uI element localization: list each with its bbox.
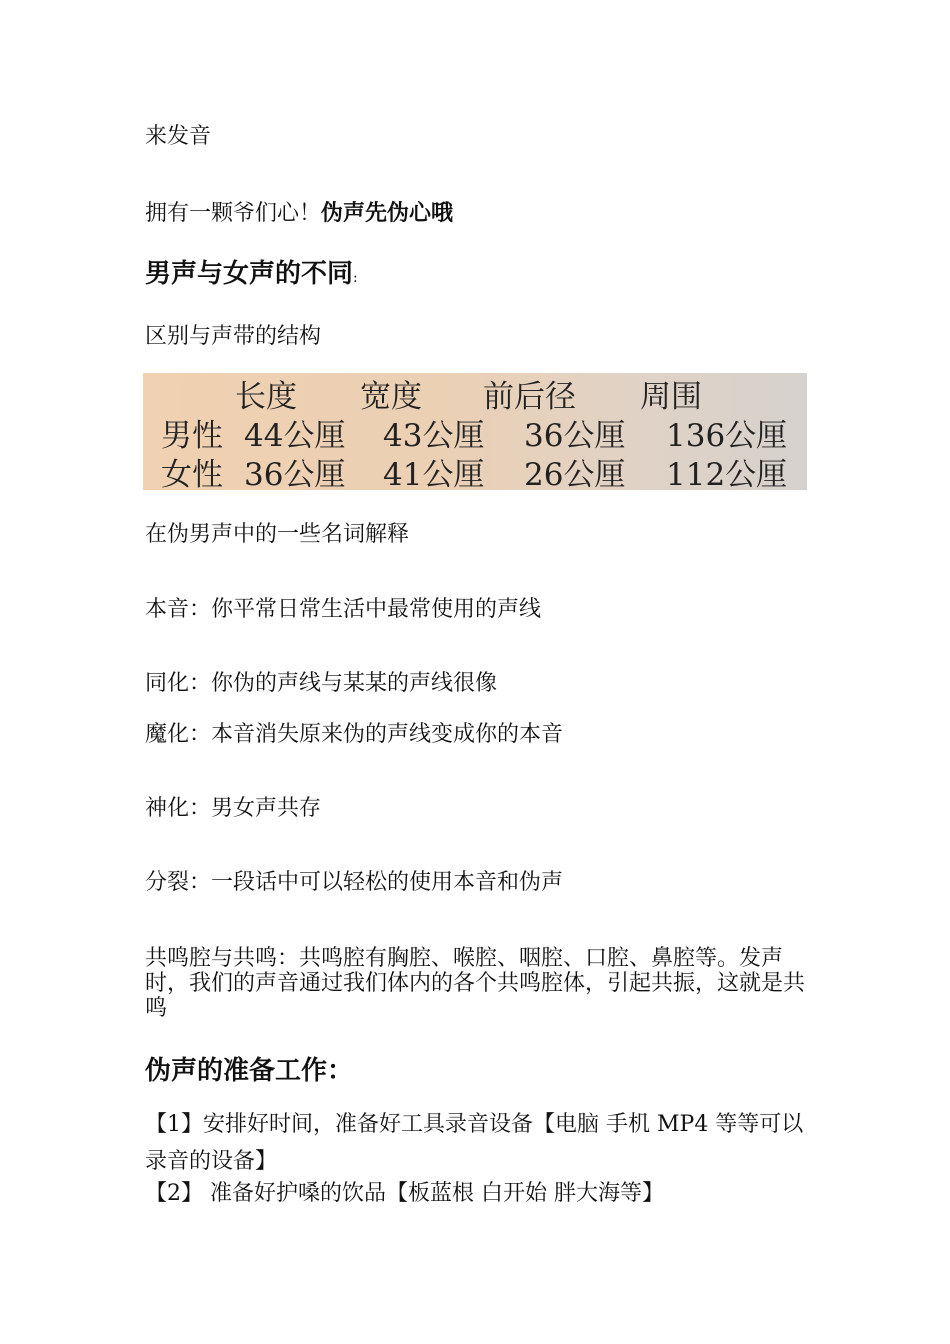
text-line: 神化：男女声共存	[145, 796, 322, 821]
table-header: 长度	[235, 379, 297, 415]
text-line	[145, 200, 453, 227]
heading-text: 男声与女声的不同	[145, 259, 354, 289]
text-line: 同化：你伪的声线与某某的声线很像	[145, 671, 498, 696]
section-heading: 伪声的准备工作：	[145, 1056, 354, 1086]
section-heading	[145, 258, 358, 294]
table-cell: 36公厘	[244, 457, 346, 493]
paragraph: 共鸣腔与共鸣：共鸣腔有胸腔、喉腔、咽腔、口腔、鼻腔等。发声时，我们的声音通过我们体内的各个共鸣腔体，引起共振，这就是共鸣	[145, 946, 806, 1021]
table-row-label: 男性	[161, 418, 223, 454]
vocal-cord-table-image	[143, 373, 807, 493]
text-line: 分裂：一段话中可以轻松的使用本音和伪声	[145, 870, 564, 895]
table-header: 宽度	[360, 379, 422, 415]
table-header: 前后径	[483, 379, 576, 415]
table-cell: 44公厘	[244, 418, 346, 454]
table-cell: 41公厘	[383, 457, 485, 493]
table-header: 周围	[640, 379, 702, 415]
text-line: 区别与声带的结构	[145, 324, 322, 349]
table-cell: 43公厘	[383, 418, 485, 454]
table-cell: 26公厘	[524, 457, 626, 493]
paragraph: 【1】安排好时间，准备好工具录音设备【电脑 手机 MP4 等等可以录音的设备】	[145, 1112, 804, 1174]
heading-colon: :	[353, 270, 358, 286]
text-line: 在伪男声中的一些名词解释	[145, 522, 410, 547]
text-line: 本音：你平常日常生活中最常使用的声线	[145, 597, 542, 622]
table-cell: 136公厘	[666, 418, 788, 454]
text-line: 【2】 准备好护嗓的饮品【板蓝根 白开始 胖大海等】	[145, 1181, 664, 1206]
text-line: 来发音	[145, 124, 212, 149]
table-row-label: 女性	[161, 457, 223, 493]
bold-text: 伪声先伪心哦	[321, 200, 454, 226]
table-cell: 112公厘	[666, 457, 788, 493]
text-line: 魔化：本音消失原来伪的声线变成你的本音	[145, 722, 564, 747]
table-cell: 36公厘	[524, 418, 626, 454]
text-span: 拥有一颗爷们心！	[145, 201, 322, 226]
